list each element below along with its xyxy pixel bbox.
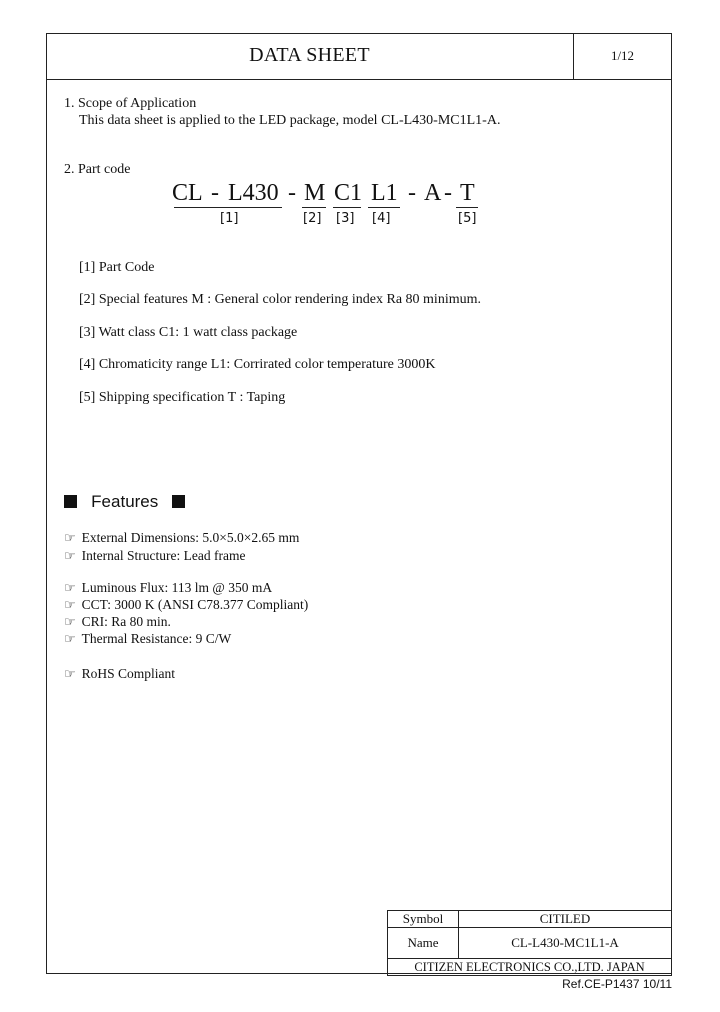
part-code-item: [2] Special features M : General color rendering index Ra 80 minimum. (79, 292, 481, 307)
part-code-segment: A (424, 180, 442, 206)
symbol-label: Symbol (388, 911, 459, 928)
feature-item (64, 631, 231, 647)
pointing-hand-icon: ☞ (64, 632, 76, 647)
pointing-hand-icon: ☞ (64, 581, 76, 596)
part-code-separator: - (444, 180, 452, 206)
feature-item (64, 666, 175, 682)
company-name: CITIZEN ELECTRONICS CO.,LTD. JAPAN (388, 959, 672, 976)
feature-item (64, 530, 299, 546)
part-code-index: [4] (372, 211, 391, 226)
part-code-item: [4] Chromaticity range L1: Corrirated color temperature 3000K (79, 357, 436, 372)
page-number: 1/12 (610, 48, 635, 63)
feature-text: Luminous Flux: 113 lm @ 350 mA (81, 580, 273, 595)
part-code-underline (368, 207, 400, 208)
part-code-underline (174, 207, 282, 208)
part-code-index: [2] (303, 211, 322, 226)
feature-text: Internal Structure: Lead frame (81, 548, 246, 563)
part-code-segment: M (304, 180, 326, 206)
part-code-separator: - (288, 180, 296, 206)
pointing-hand-icon: ☞ (64, 549, 76, 564)
square-bullet-icon (64, 495, 77, 508)
name-label: Name (388, 928, 459, 959)
part-code-segment: C1 (334, 180, 363, 206)
features-title: Features (91, 492, 159, 511)
part-code-underline (456, 207, 478, 208)
feature-item (64, 614, 171, 630)
feature-text: Thermal Resistance: 9 C/W (81, 631, 232, 646)
part-code-index: [5] (458, 211, 477, 226)
part-code-underline (333, 207, 361, 208)
feature-item (64, 580, 272, 596)
part-code-item: [5] Shipping specification T : Taping (79, 390, 286, 405)
scope-text: This data sheet is applied to the LED package, model CL-L430-MC1L1-A. (79, 113, 501, 128)
part-code-separator: - (408, 180, 416, 206)
title-block-table (387, 910, 672, 976)
page-title: DATA SHEET (249, 44, 370, 66)
part-code-item: [1] Part Code (79, 260, 155, 275)
feature-item (64, 548, 245, 564)
part-code-index: [1] (220, 211, 239, 226)
pointing-hand-icon: ☞ (64, 598, 76, 613)
reference-code: Ref.CE-P1437 10/11 (562, 977, 672, 991)
part-code-segment: CL (172, 180, 203, 206)
square-bullet-icon (172, 495, 185, 508)
feature-text: RoHS Compliant (81, 666, 176, 681)
part-code-segment: L1 (371, 180, 398, 206)
symbol-value: CITILED (459, 911, 672, 928)
feature-item (64, 597, 308, 613)
header-divider (46, 79, 672, 80)
feature-text: External Dimensions: 5.0×5.0×2.65 mm (81, 530, 300, 545)
pointing-hand-icon: ☞ (64, 667, 76, 682)
part-code-separator: - (211, 180, 219, 206)
part-code-segment: L430 (228, 180, 279, 206)
part-code-index: [3] (336, 211, 355, 226)
feature-text: CRI: Ra 80 min. (81, 614, 171, 629)
part-code-segment: T (460, 180, 475, 206)
pointing-hand-icon: ☞ (64, 615, 76, 630)
feature-text: CCT: 3000 K (ANSI C78.377 Compliant) (81, 597, 309, 612)
scope-heading: 1. Scope of Application (64, 96, 197, 111)
name-value: CL-L430-MC1L1-A (459, 928, 672, 959)
pointing-hand-icon: ☞ (64, 531, 76, 546)
features-heading (64, 492, 185, 512)
part-code-underline (302, 207, 326, 208)
part-code-item: [3] Watt class C1: 1 watt class package (79, 325, 298, 340)
part-code-heading: 2. Part code (64, 162, 131, 177)
